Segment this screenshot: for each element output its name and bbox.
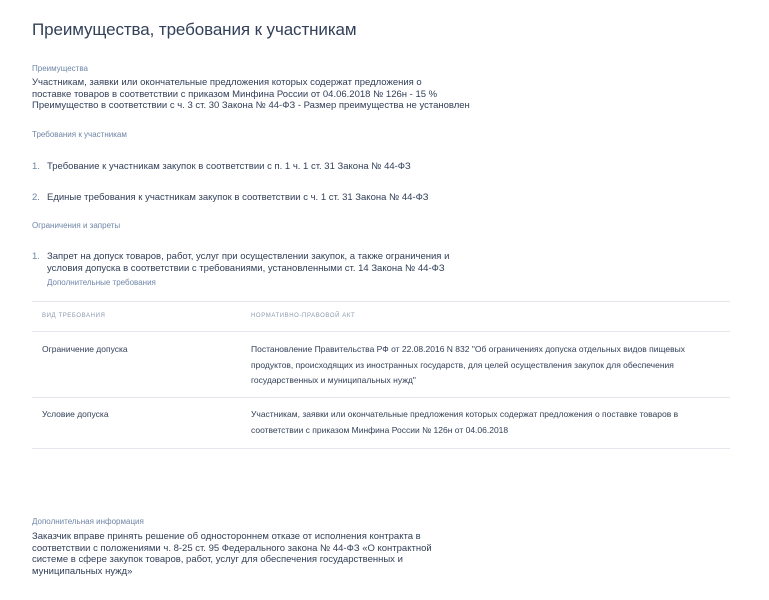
additional-info-line: системе в сфере закупок товаров, работ, услуг для обеспечения государственных и: [32, 554, 403, 565]
table-header-act: НОРМАТИВНО-ПРАВОВОЙ АКТ: [251, 313, 356, 319]
advantages-line: Преимущество в соответствии с ч. 3 ст. 30 Закона № 44-ФЗ - Размер преимущества не установлен: [32, 100, 470, 111]
table-row-act-line: Постановление Правительства РФ от 22.08.2016 N 832 "Об ограничениях допуска отдельных видов пищевых: [251, 344, 685, 354]
restrictions-label: Ограничения и запреты: [32, 221, 121, 230]
requirements-label: Требования к участникам: [32, 130, 127, 139]
requirement-number: 1.: [32, 161, 40, 172]
advantages-line: Участникам, заявки или окончательные предложения которых содержат предложения о: [32, 77, 422, 88]
restriction-line: условия допуска в соответствии с требованиями, установленными ст. 14 Закона № 44-ФЗ: [47, 262, 445, 274]
table-divider: [32, 448, 730, 449]
additional-info-line: Заказчик вправе принять решение об одностороннем отказе от исполнения контракта в: [32, 531, 421, 542]
table-row-act: [251, 342, 685, 389]
table-header-type: ВИД ТРЕБОВАНИЯ: [42, 313, 106, 319]
advantages-text: [32, 77, 470, 112]
restriction-text: [47, 251, 449, 274]
requirement-text: Требование к участникам закупок в соответствии с п. 1 ч. 1 ст. 31 Закона № 44-ФЗ: [47, 161, 411, 172]
additional-info-line: муниципальных нужд»: [32, 565, 133, 577]
page-title: Преимущества, требования к участникам: [32, 20, 357, 39]
table-row-type: Ограничение допуска: [42, 344, 128, 354]
additional-info-label: Дополнительная информация: [32, 517, 144, 526]
table-row-act-line: соответствии с приказом Минфина России № 126н от 04.06.2018: [251, 424, 509, 435]
requirement-text: Единые требования к участникам закупок в соответствии с ч. 1 ст. 31 Закона № 44-ФЗ: [47, 192, 429, 203]
table-divider: [32, 301, 730, 302]
table-divider: [32, 331, 730, 332]
table-row-act-line: Участникам, заявки или окончательные предложения которых содержат предложения о поставке товаров в: [251, 409, 679, 419]
table-row-act: [251, 407, 678, 438]
additional-info-line: соответствии с положениями ч. 8-25 ст. 95 Федерального закона № 44-ФЗ «О контрактной: [32, 542, 432, 554]
advantages-line: поставке товаров в соответствии с приказом Минфина России от 04.06.2018 № 126н - 15 %: [32, 88, 438, 100]
requirement-number: 2.: [32, 192, 40, 203]
additional-requirements-link[interactable]: Дополнительные требования: [47, 278, 156, 287]
table-row-type: Условие допуска: [42, 409, 109, 419]
table-row-act-line: продуктов, происходящих из иностранных государств, для целей осуществления закупок для обеспечения: [251, 359, 674, 370]
restriction-line: Запрет на допуск товаров, работ, услуг при осуществлении закупок, а также ограничения и: [47, 251, 450, 262]
advantages-label: Преимущества: [32, 64, 88, 73]
table-divider: [32, 397, 730, 398]
restriction-number: 1.: [32, 251, 40, 262]
table-row-act-line: государственных и муниципальных нужд": [251, 375, 416, 385]
additional-info-text: [32, 531, 432, 577]
